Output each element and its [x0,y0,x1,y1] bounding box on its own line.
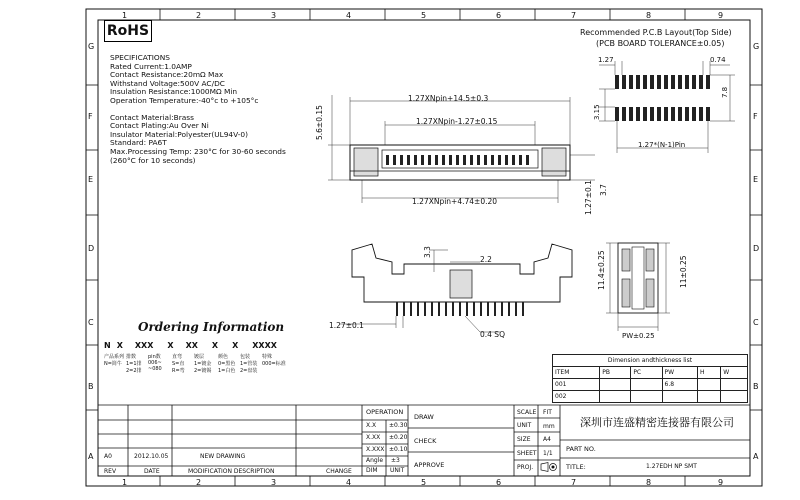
code-note: pin数 006~ ~080 [148,354,162,372]
row-label: D [88,244,95,253]
sheet-value: 1/1 [543,450,553,457]
spec-line: Rated Current:1.0AMP [110,61,192,71]
column-label: 5 [421,478,427,487]
code-note: 排数 1=1排 2=2排 [126,354,142,374]
front-height-dim: 5.6±0.15 [315,105,324,140]
rev-date: 2012.10.05 [134,453,169,460]
title-value: 1.27EDH NP SMT [646,463,697,470]
rev-header: REV [104,468,117,475]
column-label: 9 [718,11,724,20]
front-height-37-dim: 3.7 [599,184,608,196]
code-series: N [104,341,111,350]
pcb-span-dim: 7.8 [721,86,729,98]
row-label: A [88,452,94,461]
column-label: 7 [571,478,577,487]
modification-header: MODIFICATION DESCRIPTION [188,468,275,475]
draw-label: DRAW [414,413,434,421]
code-plating: XX [185,341,198,350]
spec-line: Standard: PA6T [110,138,167,148]
projection-label: PROJ. [517,464,534,471]
front-inner-length-dim: 1.27XNpin-1.27±0.15 [416,117,498,126]
table-header: ITEM [553,367,600,379]
table-header: W [721,367,748,379]
column-label: 8 [646,478,652,487]
table-cell: 001 [553,379,600,391]
part-no-label: PART NO. [566,445,596,453]
code-rows: X [116,341,123,350]
column-label: 2 [196,11,202,20]
spec-line: Insulation Resistance:1000MΩ Min [110,87,238,97]
size-value: A4 [543,436,551,443]
column-label: 4 [346,11,352,20]
row-label: D [753,244,760,253]
tol-value: ±0.20 [389,434,408,441]
column-label: 3 [271,478,277,487]
date-header: DATE [144,468,160,475]
spec-line: Max.Processing Temp: 230°C for 30-60 seconds [110,146,286,156]
side-pitch-dim: 1.27±0.1 [329,321,364,330]
projection-symbol-icon [540,462,558,472]
side-width-dim: 2.2 [480,255,492,264]
code-package: X [232,341,239,350]
code-note: 颜色 0=黑色 1=白色 [218,354,236,374]
row-label: F [753,112,758,121]
table-cell: 6.8 [662,379,698,391]
code-special: XXXX [252,341,277,350]
code-color: X [211,341,219,350]
column-label: 8 [646,11,652,20]
approve-label: APPROVE [414,461,445,469]
spec-line: Withstand Voltage:500V AC/DC [110,78,225,88]
operation-label: OPERATION [366,408,404,416]
spec-line: (260°C for 10 seconds) [110,155,196,165]
scale-value: FIT [543,409,552,416]
ordering-info-title: Ordering Information [138,320,285,334]
unit-value: mm [543,423,555,430]
end-height-left-dim: 11.4±0.25 [597,250,606,290]
pcb-pad-length-dim: 3.15 [593,104,601,120]
end-pw-dim: PW±0.25 [622,332,655,340]
code-note: 包装 1=管装 2=盘装 [240,354,258,374]
front-total-length-dim: 1.27XNpin+14.5±0.3 [408,94,489,103]
sheet-label: SHEET [517,450,537,457]
scale-label: SCALE [517,409,537,416]
column-label: 6 [496,11,502,20]
column-label: 3 [271,11,277,20]
row-label: B [753,382,759,391]
dim-label: DIM [366,467,378,474]
rev-value: A0 [104,453,112,460]
company-name: 深圳市连盛精密连接器有限公司 [580,416,734,429]
dimension-list-title: Dimension andthickness list [553,355,748,367]
table-header: H [698,367,721,379]
table-header: PW [662,367,698,379]
rev-description: NEW DRAWING [200,453,246,460]
row-label: E [88,175,94,184]
title-label: TITLE: [566,463,586,471]
table-header: PC [631,367,662,379]
row-label: E [753,175,759,184]
code-note: 特殊 000=标准 [262,354,286,367]
row-label: G [88,42,95,51]
tol-value: ±0.30 [389,422,408,429]
pcb-pitch-dim: 1.27 [598,56,614,64]
table-cell: 002 [553,391,600,403]
end-height-right-dim: 11±0.25 [679,255,688,288]
unit-label: UNIT [517,422,532,429]
row-label: A [753,452,759,461]
change-header: CHANGE [326,468,352,475]
column-label: 7 [571,11,577,20]
column-label: 1 [122,478,128,487]
row-label: B [88,382,94,391]
size-label: SIZE [517,436,531,443]
code-note: 直弯 S=直 R=弯 [172,354,185,374]
spec-heading: SPECIFICATIONS [110,53,170,62]
column-label: 1 [122,11,128,20]
column-label: 5 [421,11,427,20]
pcb-pad-width-dim: 0.74 [710,56,726,64]
spec-line: Contact Plating:Au Over Ni [110,121,209,131]
code-pins: XXX [134,341,154,350]
spec-line: Operation Temperature:-40°c to +105°c [110,95,259,105]
column-label: 9 [718,478,724,487]
column-label: 6 [496,478,502,487]
spec-line: Contact Resistance:20mΩ Max [110,70,224,80]
column-label: 4 [346,478,352,487]
pcb-pin-span-dim: 1.27*(N-1)Pin [638,141,686,149]
rohs-mark: RoHS [104,20,152,42]
tol-label: X.XX [366,434,381,441]
code-note: 镀层 1=镀金 2=镀锡 [194,354,212,374]
row-label: C [753,318,759,327]
code-note: 产品系列 N=简牛 [104,354,125,367]
row-label: F [88,112,93,121]
spec-line: Contact Material:Brass [110,112,194,122]
row-label: G [753,42,760,51]
column-label: 2 [196,478,202,487]
spec-line: Insulator Material:Polyester(UL94V-0) [110,129,249,139]
side-height-dim: 3.3 [423,246,432,258]
unit-col-label: UNIT [390,467,405,474]
pcb-tolerance-note: (PCB BOARD TOLERANCE±0.05) [596,39,725,48]
table-header: PB [600,367,631,379]
pcb-layout-title: Recommended P.C.B Layout(Top Side) [580,28,732,37]
tol-value: ±0.10 [389,446,408,453]
code-type: X [167,341,174,350]
tol-label: X.XXX [366,446,385,453]
front-bottom-length-dim: 1.27XNpin+4.74±0.20 [412,197,498,206]
row-label: C [88,318,94,327]
tol-label: X.X [366,422,377,429]
front-pitch-dim: 1.27±0.1 [584,180,593,215]
tol-label: Angle [366,457,384,464]
tol-value: ±3 [391,457,400,464]
check-label: CHECK [414,437,437,445]
pin-square-dim: 0.4 SQ [480,330,505,339]
